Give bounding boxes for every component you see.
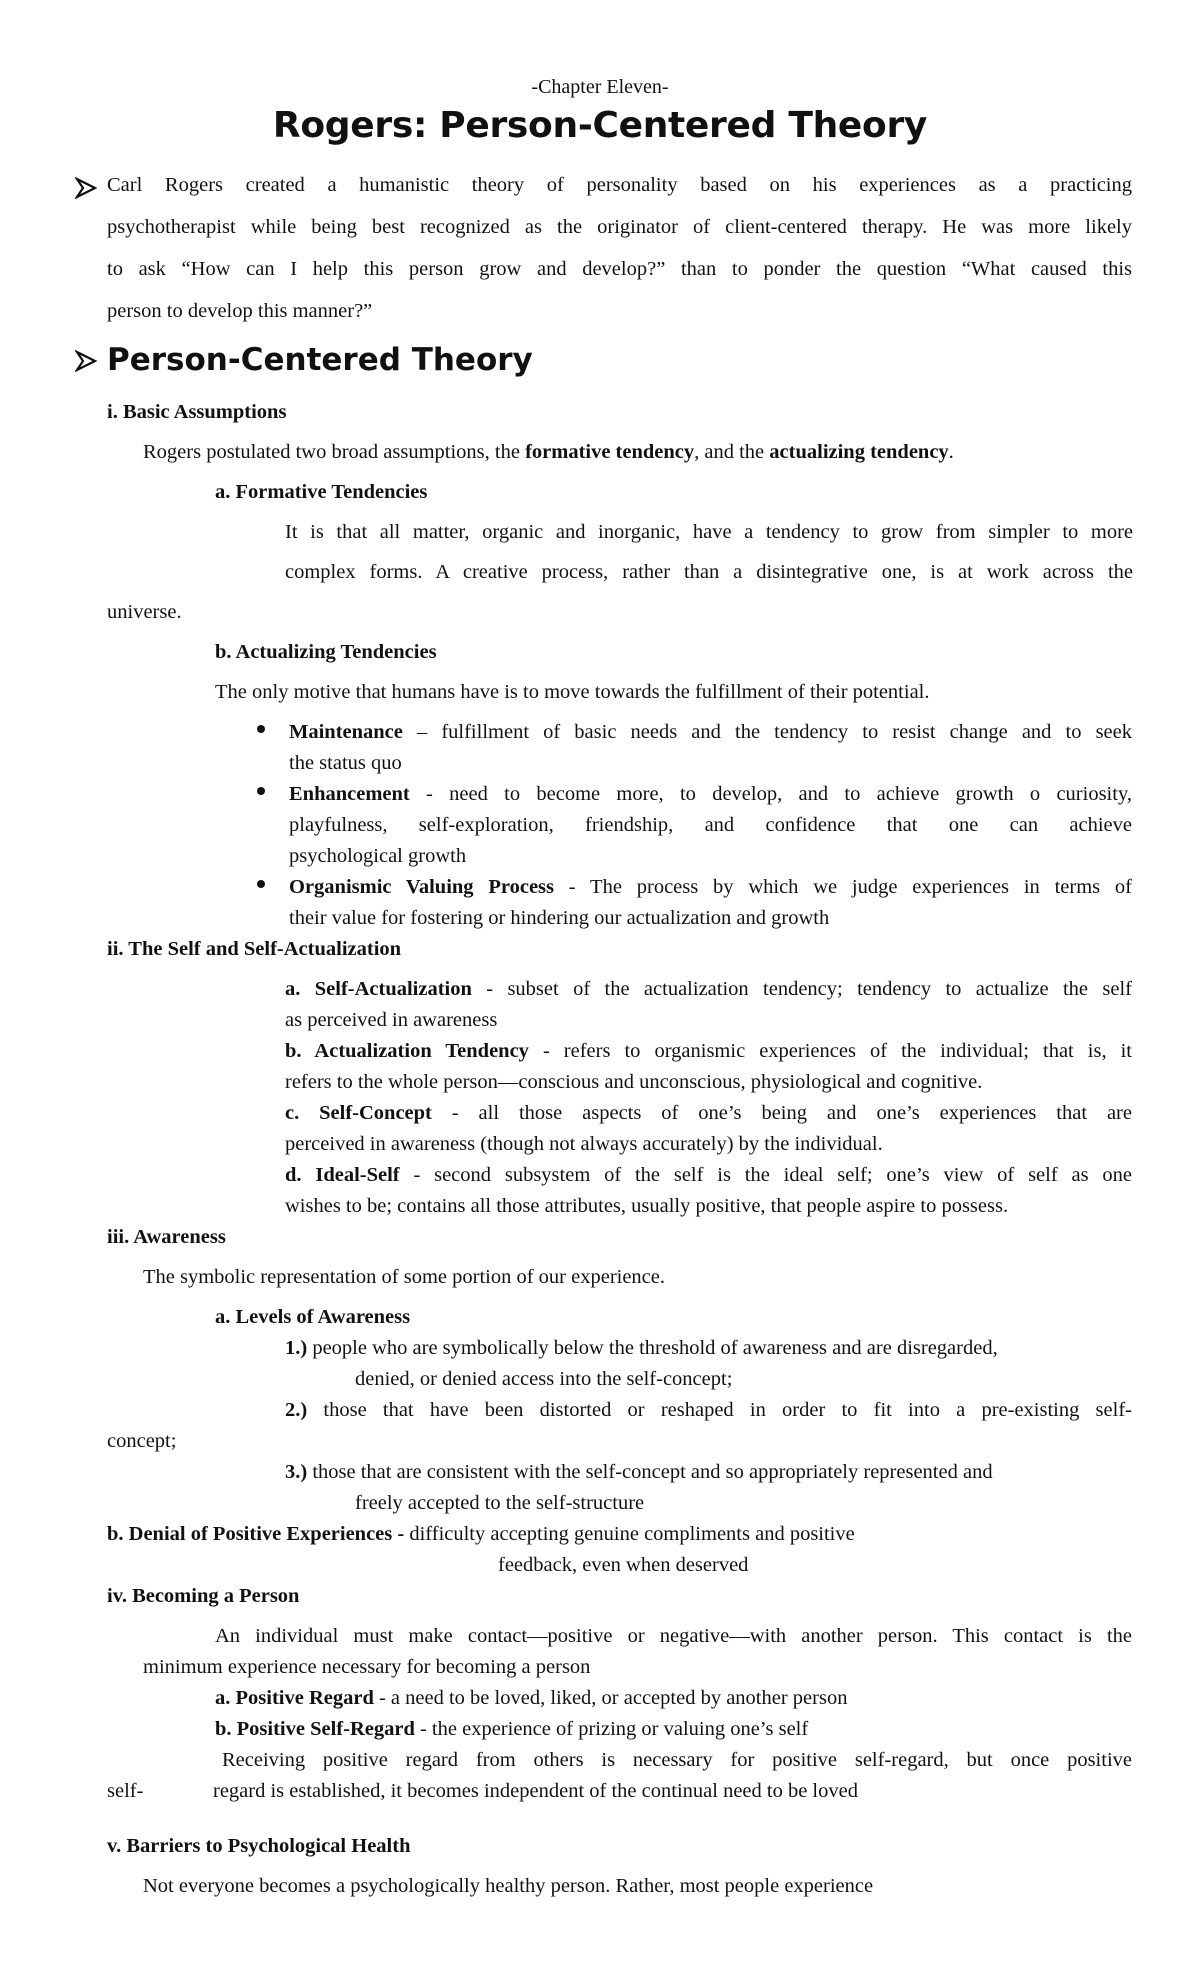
bullet-dot-icon: [257, 787, 265, 795]
denial-line-2: feedback, even when deserved: [498, 1554, 749, 1576]
arrow-bullet-icon: [75, 350, 97, 372]
positive-self-regard: b. Positive Self-Regard - the experience of prizing or valuing one’s self: [215, 1718, 809, 1740]
bullet-enhancement-line-2: playfulness, self-exploration, friendship, and confidence that one can achieve: [289, 814, 1132, 836]
page-title: Rogers: Person-Centered Theory: [272, 105, 928, 146]
positive-regard: a. Positive Regard - a need to be loved, liked, or accepted by another person: [215, 1687, 848, 1709]
intro-line-1: Carl Rogers created a humanistic theory of personality based on his experiences as a practicing: [107, 174, 1132, 196]
intro-line-3: to ask “How can I help this person grow and develop?” than to ponder the question “What caused this: [107, 258, 1132, 280]
heading-actualizing-tendencies: b. Actualizing Tendencies: [215, 641, 437, 663]
actualizing-text: The only motive that humans have is to move towards the fulfillment of their potential.: [215, 681, 930, 703]
arrow-bullet-icon: [75, 177, 97, 199]
section-heading: Person-Centered Theory: [107, 342, 533, 378]
becoming-line-2: minimum experience necessary for becoming a person: [143, 1656, 591, 1678]
level-1-line-1: 1.) people who are symbolically below the threshold of awareness and are disregarded,: [285, 1337, 998, 1359]
bullet-dot-icon: [257, 880, 265, 888]
denial-line-1: b. Denial of Positive Experiences - difficulty accepting genuine compliments and positive: [107, 1523, 855, 1545]
self-a-line-1: a. Self-Actualization - subset of the actualization tendency; tendency to actualize the self: [285, 978, 1132, 1000]
formative-line-1: It is that all matter, organic and inorganic, have a tendency to grow from simpler to more: [285, 521, 1133, 543]
self-d-line-2: wishes to be; contains all those attributes, usually positive, that people aspire to possess.: [285, 1195, 1009, 1217]
bullet-maintenance-line-1: Maintenance – fulfillment of basic needs and the tendency to resist change and to seek: [289, 721, 1132, 743]
level-3-line-1: 3.) those that are consistent with the self-concept and so appropriately represented and: [285, 1461, 993, 1483]
self-c-line-2: perceived in awareness (though not always accurately) by the individual.: [285, 1133, 883, 1155]
regard-line-1: Receiving positive regard from others is necessary for positive self-regard, but once positive: [222, 1749, 1132, 1771]
formative-line-2: complex forms. A creative process, rather than a disintegrative one, is at work across the: [285, 561, 1133, 583]
heading-awareness: iii. Awareness: [107, 1226, 226, 1248]
heading-formative-tendencies: a. Formative Tendencies: [215, 481, 428, 503]
level-1-line-2: denied, or denied access into the self-concept;: [355, 1368, 733, 1390]
bullet-dot-icon: [257, 725, 265, 733]
barriers-text: Not everyone becomes a psychologically healthy person. Rather, most people experience: [143, 1875, 874, 1897]
heading-becoming-a-person: iv. Becoming a Person: [107, 1585, 300, 1607]
bullet-ovp-line-1: Organismic Valuing Process - The process by which we judge experiences in terms of: [289, 876, 1132, 898]
level-2-line-2: concept;: [107, 1430, 177, 1452]
regard-line-2: regard is established, it becomes independent of the continual need to be loved: [213, 1780, 858, 1802]
heading-self-actualization: ii. The Self and Self-Actualization: [107, 938, 402, 960]
intro-line-2: psychotherapist while being best recognized as the originator of client-centered therapy. He was more likely: [107, 216, 1132, 238]
level-2-line-1: 2.) those that have been distorted or reshaped in order to fit into a pre-existing self-: [285, 1399, 1132, 1421]
awareness-text: The symbolic representation of some portion of our experience.: [143, 1266, 666, 1288]
bullet-ovp-line-2: their value for fostering or hindering our actualization and growth: [289, 907, 830, 929]
self-d-line-1: d. Ideal-Self - second subsystem of the self is the ideal self; one’s view of self as one: [285, 1164, 1132, 1186]
self-c-line-1: c. Self-Concept - all those aspects of one’s being and one’s experiences that are: [285, 1102, 1132, 1124]
level-3-line-2: freely accepted to the self-structure: [355, 1492, 645, 1514]
bullet-enhancement-line-3: psychological growth: [289, 845, 467, 867]
self-a-line-2: as perceived in awareness: [285, 1009, 498, 1031]
basic-assumptions-text: Rogers postulated two broad assumptions, the formative tendency, and the actualizing tendency.: [143, 441, 954, 463]
intro-line-4: person to develop this manner?”: [107, 300, 373, 322]
becoming-line-1: An individual must make contact—positive or negative—with another person. This contact is the: [215, 1625, 1132, 1647]
chapter-label: -Chapter Eleven-: [531, 76, 669, 98]
regard-line-2-prefix: self-: [107, 1780, 144, 1802]
heading-levels-of-awareness: a. Levels of Awareness: [215, 1306, 411, 1328]
bullet-maintenance-line-2: the status quo: [289, 752, 402, 774]
heading-barriers: v. Barriers to Psychological Health: [107, 1835, 411, 1857]
heading-basic-assumptions: i. Basic Assumptions: [107, 401, 287, 423]
bullet-enhancement-line-1: Enhancement - need to become more, to develop, and to achieve growth o curiosity,: [289, 783, 1132, 805]
formative-line-3: universe.: [107, 601, 182, 623]
self-b-line-1: b. Actualization Tendency - refers to organismic experiences of the individual; that is, it: [285, 1040, 1132, 1062]
self-b-line-2: refers to the whole person—conscious and unconscious, physiological and cognitive.: [285, 1071, 983, 1093]
